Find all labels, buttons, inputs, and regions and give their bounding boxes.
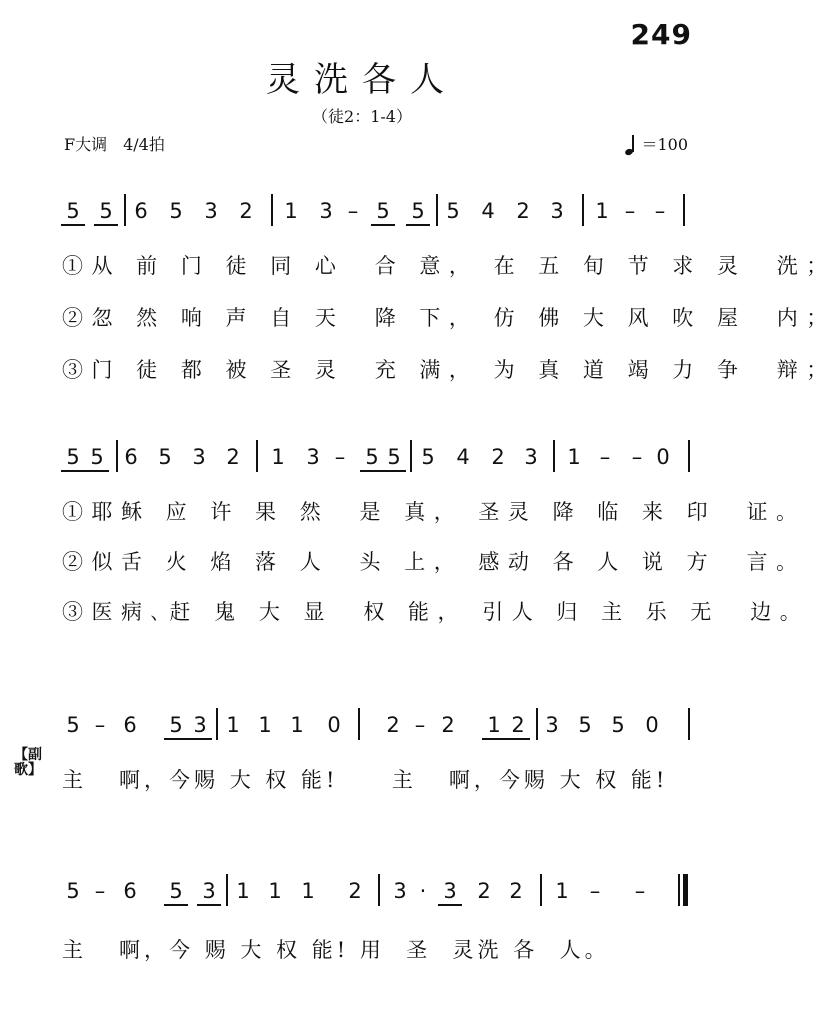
note: 0	[327, 713, 341, 737]
lyric-verse2-line1: ②忽 然 响 声 自 天 降 下， 仿 佛 大 风 吹 屋 内；	[62, 306, 836, 330]
lyric-verse2-line2: ②似舌 火 焰 落 人 头 上， 感动 各 人 说 方 言。	[62, 550, 806, 574]
note: –	[634, 879, 646, 903]
note: 2	[239, 199, 253, 223]
chorus-label: 【副歌】	[14, 747, 42, 778]
note: 5	[382, 444, 406, 472]
note: 2	[226, 445, 240, 469]
note: 1	[482, 712, 506, 740]
page-number: 249	[630, 18, 692, 51]
lyric-verse1-line2: ①耶稣 应 许 果 然 是 真， 圣灵 降 临 来 印 证。	[62, 500, 806, 524]
lyric-chorus-line2: 主 啊，今 赐 大 权 能! 用 圣 灵洗 各 人。	[62, 938, 610, 962]
lyric-chorus-line1: 主 啊，今赐 大 权 能! 主 啊，今赐 大 权 能!	[62, 768, 669, 792]
note: 6	[134, 199, 148, 223]
note: 3	[204, 199, 218, 223]
note: 5	[446, 199, 460, 223]
lyric-verse3-line1: ③门 徒 都 被 圣 灵 充 满， 为 真 道 竭 力 争 辩；	[62, 358, 836, 382]
note: –	[631, 445, 643, 469]
barline	[688, 440, 690, 472]
note: 2	[441, 713, 455, 737]
note: 2	[348, 879, 362, 903]
final-barline-thin	[678, 874, 680, 906]
note: 2	[509, 879, 523, 903]
note: 5	[421, 445, 435, 469]
tempo-value: ＝100	[641, 135, 688, 154]
note: –	[334, 445, 346, 469]
note: 5	[158, 445, 172, 469]
note: –	[347, 199, 359, 223]
note: 1	[271, 445, 285, 469]
note: 0	[656, 445, 670, 469]
note: 1	[595, 199, 609, 223]
note: 5	[578, 713, 592, 737]
notation-line-1	[0, 198, 724, 238]
note: 5	[164, 712, 188, 740]
note: 1	[555, 879, 569, 903]
tempo-marking	[625, 132, 688, 155]
note: 6	[123, 713, 137, 737]
note: 5	[611, 713, 625, 737]
note: –	[624, 199, 636, 223]
note: 1	[258, 713, 272, 737]
note: 1	[268, 879, 282, 903]
barline	[271, 194, 273, 226]
note: ·	[419, 879, 427, 903]
note: 5	[164, 878, 188, 906]
note: 5	[169, 199, 183, 223]
barline	[216, 708, 218, 740]
note: 5	[85, 444, 109, 472]
note: 1	[290, 713, 304, 737]
note: 1	[301, 879, 315, 903]
barline	[116, 440, 118, 472]
barline	[553, 440, 555, 472]
note: 3	[188, 712, 212, 740]
hymn-title: 灵洗各人	[266, 60, 458, 100]
note: –	[654, 199, 666, 223]
note: 5	[61, 444, 85, 472]
note: 4	[456, 445, 470, 469]
note: 5	[61, 198, 85, 226]
note: 5	[94, 198, 118, 226]
note: 5	[66, 879, 80, 903]
note: –	[599, 445, 611, 469]
note: 6	[124, 445, 138, 469]
barline	[540, 874, 542, 906]
notation-line-3	[0, 712, 724, 752]
barline	[226, 874, 228, 906]
notation-line-4	[0, 878, 724, 918]
barline	[582, 194, 584, 226]
note: 2	[516, 199, 530, 223]
notation-line-2	[0, 444, 724, 484]
note: 4	[481, 199, 495, 223]
barline	[683, 194, 685, 226]
note: 1	[236, 879, 250, 903]
note: 3	[393, 879, 407, 903]
note: 5	[406, 198, 430, 226]
note: 3	[438, 878, 462, 906]
note: 5	[371, 198, 395, 226]
scripture-reference: （徒2：1-4）	[312, 107, 412, 126]
key-and-meter: F大调 4/4拍	[64, 135, 165, 154]
barline	[410, 440, 412, 472]
note: 6	[123, 879, 137, 903]
barline	[256, 440, 258, 472]
note: 0	[645, 713, 659, 737]
barline	[536, 708, 538, 740]
note: 2	[477, 879, 491, 903]
note: –	[94, 713, 106, 737]
barline	[124, 194, 126, 226]
lyric-verse3-line2: ③医病､赶 鬼 大 显 权 能， 引人 归 主 乐 无 边。	[62, 600, 810, 624]
note: 3	[197, 878, 221, 906]
note: 3	[192, 445, 206, 469]
note: 3	[545, 713, 559, 737]
note: 5	[66, 713, 80, 737]
note: –	[589, 879, 601, 903]
final-barline-thick	[683, 874, 688, 906]
note: 1	[226, 713, 240, 737]
note: –	[94, 879, 106, 903]
note: 2	[491, 445, 505, 469]
barline	[436, 194, 438, 226]
lyric-verse1-line1: ①从 前 门 徒 同 心 合 意， 在 五 旬 节 求 灵 洗；	[62, 254, 836, 278]
note: 1	[284, 199, 298, 223]
note: –	[414, 713, 426, 737]
note: 5	[360, 444, 384, 472]
note: 3	[550, 199, 564, 223]
note: 2	[386, 713, 400, 737]
barline	[378, 874, 380, 906]
quarter-note-icon	[625, 135, 639, 155]
barline	[688, 708, 690, 740]
note: 3	[524, 445, 538, 469]
note: 2	[506, 712, 530, 740]
note: 3	[306, 445, 320, 469]
barline	[358, 708, 360, 740]
note: 3	[319, 199, 333, 223]
note: 1	[567, 445, 581, 469]
